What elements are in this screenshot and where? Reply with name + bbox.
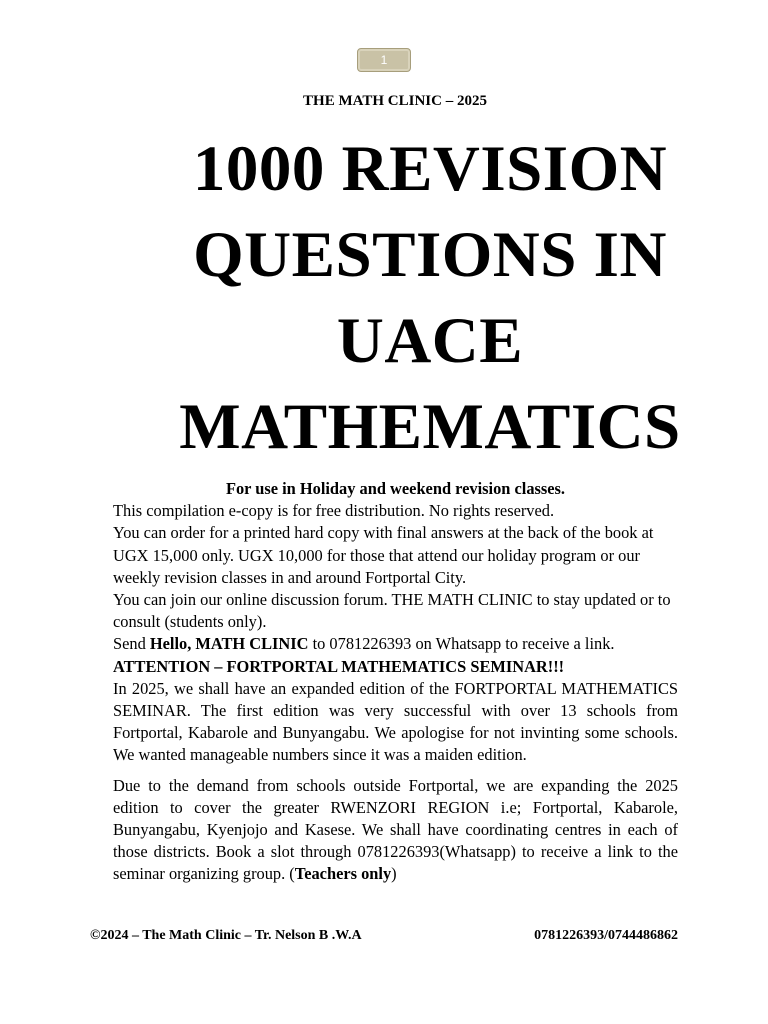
- title-line-4: MATHEMATICS: [179, 391, 681, 463]
- forum-info: You can join our online discussion forum. THE MATH CLINIC to stay updated or to consult (students only).: [113, 590, 671, 632]
- page-header: THE MATH CLINIC – 2025: [303, 93, 487, 109]
- distribution-note: This compilation e-copy is for free distribution. No rights reserved.: [113, 501, 555, 521]
- page-footer: [90, 928, 678, 944]
- seminar-paragraph-2: [113, 775, 678, 886]
- title-line-3: UACE: [336, 305, 524, 377]
- footer-copyright: ©2024 – The Math Clinic – Tr. Nelson B .W.A: [90, 928, 362, 943]
- closing-paren: ): [391, 864, 397, 884]
- send-message: Hello, MATH CLINIC: [149, 634, 309, 654]
- title-line-1: 1000 REVISION: [192, 133, 668, 205]
- send-suffix: to 0781226393 on Whatsapp to receive a link.: [308, 634, 615, 654]
- send-prefix: Send: [113, 634, 150, 654]
- attention-heading: ATTENTION – FORTPORTAL MATHEMATICS SEMINAR!!!: [113, 656, 565, 676]
- document-title: [140, 126, 720, 470]
- teachers-only: Teachers only: [294, 864, 392, 884]
- whatsapp-instruction: [113, 633, 678, 655]
- footer-phone: 0781226393/0744486862: [534, 928, 678, 943]
- seminar-paragraph-2-text: Due to the demand from schools outside Fortportal, we are expanding the 2025 edition to cover the greater RWENZORI REGION i.e; Fortportal, Kabarole, Bunyangabu, Kyenjojo and Kasese. We shall have coordinating centres in each of those districts. Book a slot through 0781226393(Whatsapp) to receive a link to the seminar organizing group. (: [113, 775, 678, 884]
- page-number-badge: 1: [357, 48, 411, 72]
- order-info: You can order for a printed hard copy with final answers at the back of the book at UGX 15,000 only. UGX 10,000 for those that attend our holiday program or our weekly revision classes in and around Fortportal City.: [113, 523, 654, 587]
- subheading: For use in Holiday and weekend revision classes.: [225, 479, 566, 498]
- body-content: [113, 478, 678, 886]
- seminar-paragraph-1: In 2025, we shall have an expanded edition of the FORTPORTAL MATHEMATICS SEMINAR. The first edition was very successful with over 13 schools from Fortportal, Kabarole and Bunyangabu. We apologise for not invinting some schools. We wanted manageable numbers since it was a maiden edition.: [113, 678, 678, 765]
- title-line-2: QUESTIONS IN: [193, 219, 667, 291]
